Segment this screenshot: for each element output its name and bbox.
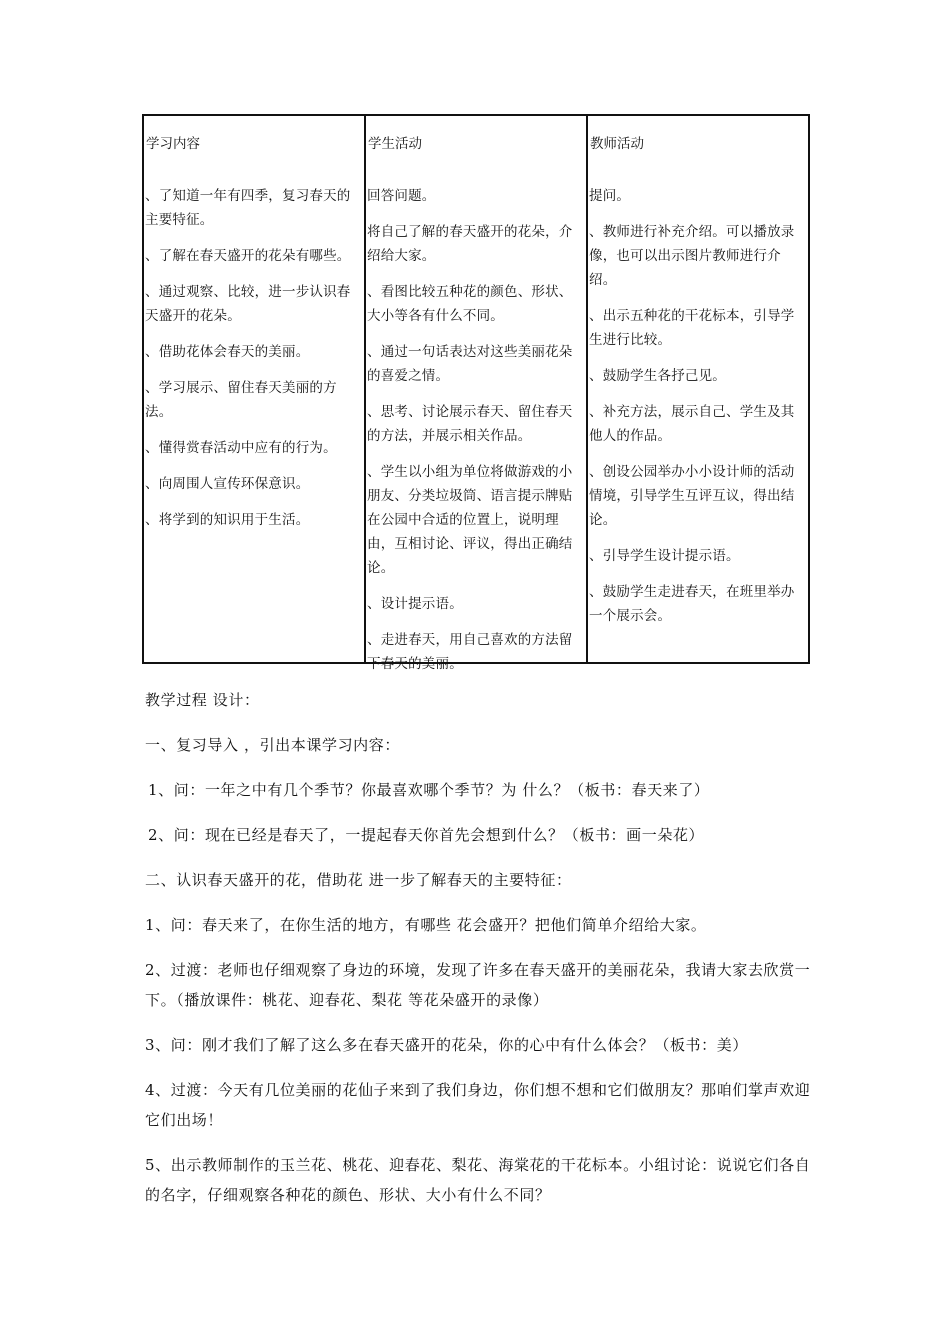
table-cell: 、了解在春天盛开的花朵有哪些。 <box>145 248 351 264</box>
table-cell: 、走进春天，用自己喜欢的方法留下春天的美丽。 <box>367 632 573 672</box>
column-items <box>589 184 806 640</box>
table-cell: 、鼓励学生各抒己见。 <box>589 368 726 384</box>
paragraph: 1、问：春天来了，在你生活的地方，有哪些 花会盛开？把他们简单介绍给大家。 <box>145 916 707 934</box>
table-cell: 、看图比较五种花的颜色、形状、大小等各有什么不同。 <box>367 284 573 324</box>
table-column-teacher-activity <box>588 116 808 662</box>
lesson-table <box>142 114 810 672</box>
table-cell: 将自己了解的春天盛开的花朵，介绍给大家。 <box>367 224 573 264</box>
table-column-student-activity <box>366 116 588 672</box>
table-cell: 、引导学生设计提示语。 <box>589 548 740 564</box>
column-header: 学习内容 <box>146 136 200 152</box>
table-cell: 、借助花体会春天的美丽。 <box>145 344 310 360</box>
section-title: 教学过程 设计： <box>145 691 260 709</box>
paragraph: 3、问：刚才我们了解了这么多在春天盛开的花朵，你的心中有什么体会？（板书：美） <box>145 1036 748 1054</box>
table-cell: 、了知道一年有四季，复习春天的主要特征。 <box>145 188 351 228</box>
table-cell: 、通过观察、比较，进一步认识春天盛开的花朵。 <box>145 284 351 324</box>
paragraph: 2、过渡：老师也仔细观察了身边的环境，发现了许多在春天盛开的美丽花朵，我请大家去欣赏一下。（播放课件：桃花、迎春花、梨花 等花朵盛开的录像） <box>145 961 811 1009</box>
paragraph: 2、问：现在已经是春天了，一提起春天你首先会想到什么？（板书：画一朵花） <box>148 826 705 844</box>
section-heading: 二、认识春天盛开的花，借助花 进一步了解春天的主要特征： <box>145 871 572 889</box>
paragraph: 5、出示教师制作的玉兰花、桃花、迎春花、梨花、海棠花的干花标本。小组讨论：说说它们各自的名字，仔细观察各种花的颜色、形状、大小有什么不同？ <box>145 1156 811 1204</box>
table-cell: 、鼓励学生走进春天，在班里举办一个展示会。 <box>589 584 795 624</box>
column-header: 学生活动 <box>368 136 422 152</box>
table-cell: 、思考、讨论展示春天、留住春天的方法，并展示相关作品。 <box>367 404 573 444</box>
table-cell: 、补充方法，展示自己、学生及其他人的作品。 <box>589 404 795 444</box>
section-heading: 一、复习导入 ，引出本课学习内容： <box>145 736 400 754</box>
table-cell: 、向周围人宣传环保意识。 <box>145 476 310 492</box>
table-cell: 、设计提示语。 <box>367 596 463 612</box>
table-cell: 、学习展示、留住春天美丽的方法。 <box>145 380 337 420</box>
table-cell: 、将学到的知识用于生活。 <box>145 512 310 528</box>
table-cell: 、出示五种花的干花标本，引导学生进行比较。 <box>589 308 795 348</box>
table-cell: 、教师进行补充介绍。可以播放录像，也可以出示图片教师进行介绍。 <box>589 224 795 288</box>
table-cell: 提问。 <box>589 188 631 204</box>
column-items <box>145 184 362 544</box>
table-cell: 、懂得赏春活动中应有的行为。 <box>145 440 337 456</box>
process-section <box>145 685 815 1225</box>
table-cell: 、学生以小组为单位将做游戏的小朋友、分类垃圾筒、语言提示牌贴在公园中合适的位置上，说明理由，互相讨论、评议，得出正确结论。 <box>367 464 573 576</box>
table-column-learning-content <box>144 116 366 662</box>
paragraph: 4、过渡：今天有几位美丽的花仙子来到了我们身边，你们想不想和它们做朋友？那咱们掌声欢迎它们出场！ <box>145 1081 811 1129</box>
table-cell: 、通过一句话表达对这些美丽花朵的喜爱之情。 <box>367 344 573 384</box>
table-cell: 、创设公园举办小小设计师的活动情境，引导学生互评互议，得出结论。 <box>589 464 795 528</box>
paragraph: 1、问：一年之中有几个季节？你最喜欢哪个季节？为 什么？（板书：春天来了） <box>148 781 710 799</box>
column-items <box>367 184 584 688</box>
table-cell: 回答问题。 <box>367 188 436 204</box>
column-header: 教师活动 <box>590 136 644 152</box>
